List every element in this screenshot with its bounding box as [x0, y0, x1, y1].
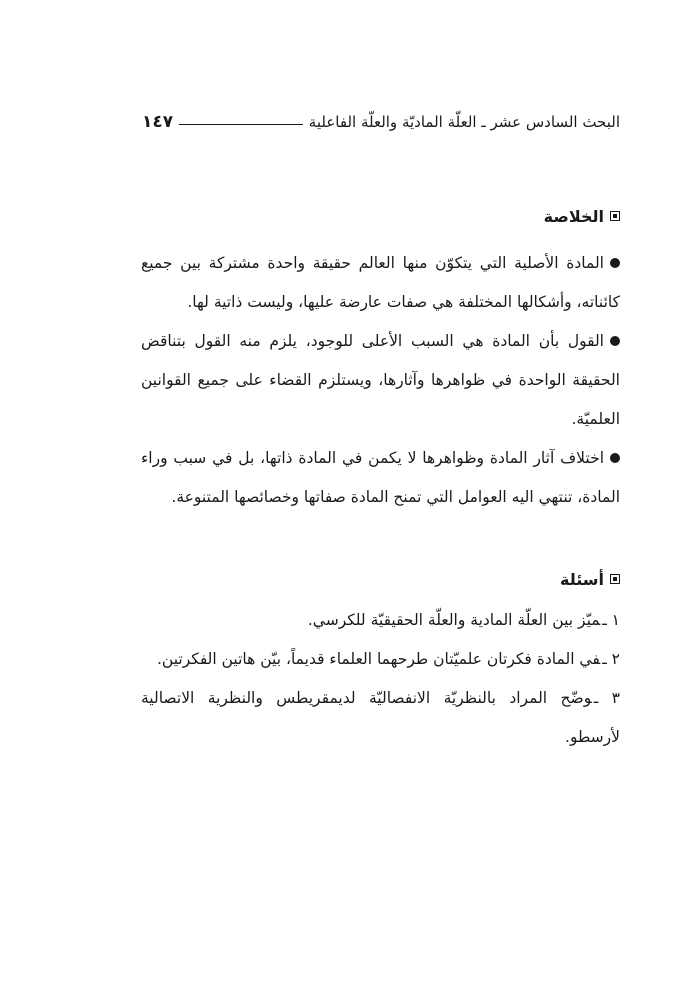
question-text: في المادة فكرتان علميّتان طرحهما العلماء قديماً، بيّن هاتين الفكرتين. [156, 650, 601, 668]
question-item [141, 640, 620, 679]
questions-heading [141, 563, 620, 595]
questions-heading-text: أسئلة [560, 569, 604, 589]
question-item [141, 601, 620, 640]
summary-heading-text: الخلاصة [543, 206, 604, 226]
summary-item [141, 244, 620, 322]
dot-bullet-icon [610, 336, 620, 346]
summary-item-text: القول بأن المادة هي السبب الأعلى للوجود، يلزم منه القول بتناقض الحقيقة الواحدة في ظواهرها وآثارها، ويستلزم القضاء على جميع القوانين العلميّة. [141, 332, 620, 428]
square-bullet-icon [610, 211, 620, 221]
summary-item-text: المادة الأصلية التي يتكوّن منها العالم حقيقة واحدة مشتركة بين جميع كائناته، وأشكالها المختلفة هي صفات عارضة عليها، وليست ذاتية لها. [141, 254, 620, 311]
summary-list [141, 244, 620, 517]
header-title: البحث السادس عشر ـ العلّة الماديّة والعلّة الفاعلية [308, 113, 620, 131]
header-rule [179, 124, 303, 125]
question-text: ميّز بين العلّة المادية والعلّة الحقيقيّة للكرسي. [307, 611, 601, 629]
questions-list [141, 601, 620, 757]
summary-item [141, 439, 620, 517]
page-number: ١٤٧ [142, 112, 174, 132]
question-item [141, 679, 620, 757]
square-bullet-icon [610, 574, 620, 584]
page-content [141, 200, 620, 757]
question-number: ١ ـ [602, 611, 620, 629]
summary-item [141, 322, 620, 439]
question-number: ٣ ـ [593, 689, 620, 707]
dot-bullet-icon [610, 258, 620, 268]
question-text: وضّح المراد بالنظريّة الانفصاليّة لديمقريطس والنظرية الاتصالية لأرسطو. [141, 689, 620, 746]
running-header [142, 108, 620, 136]
dot-bullet-icon [610, 453, 620, 463]
summary-heading [141, 200, 620, 232]
question-number: ٢ ـ [602, 650, 620, 668]
summary-item-text: اختلاف آثار المادة وظواهرها لا يكمن في المادة ذاتها، بل في سبب وراء المادة، تنتهي اليه العوامل التي تمنح المادة صفاتها وخصائصها المتنوعة. [141, 449, 620, 506]
